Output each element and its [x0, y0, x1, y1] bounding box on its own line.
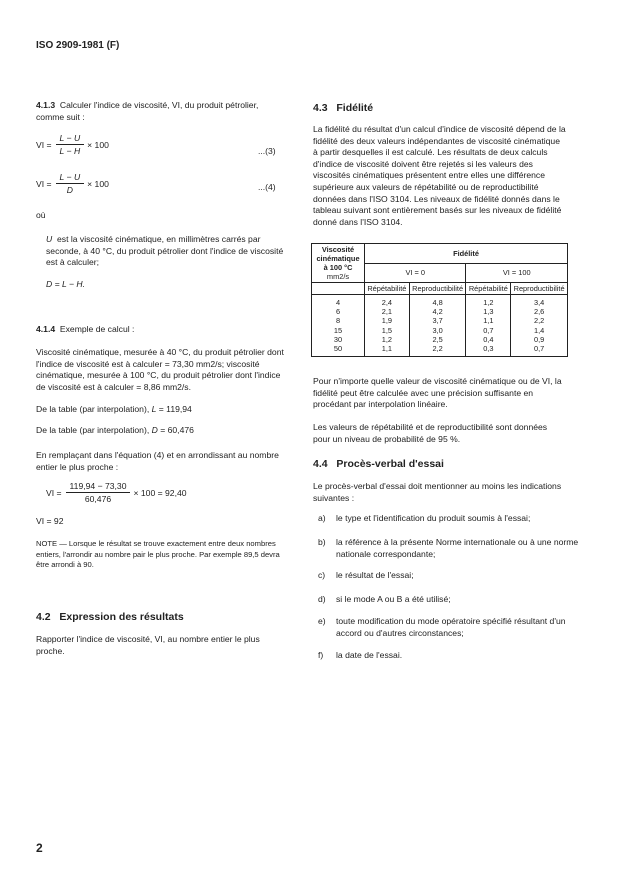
- list-item: [318, 537, 584, 560]
- section-title: Expression des résultats: [59, 611, 184, 623]
- denominator: D: [66, 185, 73, 195]
- section-number: 4.3: [313, 102, 328, 114]
- table-cell: 15: [333, 325, 343, 335]
- example-paragraph: Viscosité cinématique, mesurée à 40 °C, du produit pétrolier dont l'indice de viscosité est à calculer = 73,30 mm2/s; viscosité cinématique, mesurée à 100 °C, du produit pétrolier dont l'indice de viscosité est à calculer = 8,86 mm2/s.: [36, 347, 284, 392]
- list-text: la référence à la présente Norme internationale ou à une norme nationale correspondante;: [336, 537, 579, 559]
- viscosity-header-label: Viscosité cinématique à 100 °C: [316, 245, 360, 272]
- fraction: [56, 133, 85, 156]
- section-4-2-paragraph: Rapporter l'indice de viscosité, VI, au nombre entier le plus proche.: [36, 634, 260, 656]
- table-cell: 2,1: [381, 307, 392, 317]
- table-d-value: [36, 425, 194, 437]
- symbol-d: D: [46, 279, 53, 289]
- table-cell: 6: [335, 307, 341, 317]
- vi-result: VI = 92: [36, 516, 64, 526]
- viscosity-column: [312, 295, 365, 357]
- equation-4: [36, 172, 109, 195]
- section-4-3-heading: [313, 102, 373, 114]
- clause-4-1-4: [36, 324, 134, 336]
- table-cell: 3,4: [533, 298, 545, 307]
- clause-text: Calculer l'indice de viscosité, VI, du produit pétrolier, comme suit :: [36, 100, 259, 122]
- equation-number: ...(3): [258, 146, 276, 156]
- section-title: Procès-verbal d'essai: [336, 458, 444, 470]
- list-text: la date de l'essai.: [336, 650, 403, 660]
- table-cell: 0,7: [483, 325, 494, 335]
- list-text: toute modification du mode opératoire spécifié résultant d'un accord ou d'autres circonstances;: [336, 616, 566, 638]
- list-text: le type et l'identification du produit soumis à l'essai;: [336, 513, 531, 523]
- numerator: L − U: [56, 133, 85, 145]
- repro-vi0-column: [409, 295, 466, 357]
- repro-vi100-column: [511, 295, 568, 357]
- list-text: le résultat de l'essai;: [336, 570, 414, 580]
- list-item: [318, 513, 566, 525]
- fidelity-header: Fidélité: [365, 244, 568, 264]
- rep-vi100-column: [466, 295, 511, 357]
- ou-label: où: [36, 210, 46, 220]
- table-cell: 0,4: [483, 334, 494, 344]
- table-cell: 30: [333, 334, 343, 344]
- table-cell: 2,2: [533, 316, 545, 326]
- section-number: 4.2: [36, 611, 51, 623]
- l-value: = 119,94: [158, 404, 192, 414]
- table-cell: 1,3: [483, 307, 494, 317]
- table-cell: 2,5: [432, 334, 443, 344]
- equation-example: [46, 481, 187, 504]
- probability-paragraph: Les valeurs de répétabilité et de reproductibilité sont données pour un niveau de probabilité de 95 %.: [313, 422, 548, 444]
- table-cell: 1,5: [381, 325, 392, 335]
- clause-number: 4.1.3: [36, 100, 56, 110]
- list-item: [318, 570, 566, 582]
- table-cell: 50: [333, 344, 343, 354]
- symbol-d: D: [151, 425, 158, 435]
- table-cell: 2,6: [533, 307, 545, 317]
- interpolation-paragraph: Pour n'importe quelle valeur de viscosité cinématique ou de VI, la fidélité peut être calculée avec une précision suffisante en procédant par interpolation linéaire.: [313, 376, 562, 410]
- symbol-l: L: [151, 404, 157, 414]
- table-cell: 4,8: [432, 298, 443, 307]
- d-value: = 60,476: [160, 425, 194, 435]
- denominator: L − H: [59, 146, 81, 156]
- vi0-header: VI = 0: [365, 263, 466, 283]
- d-definition-text: = L − H.: [54, 279, 86, 289]
- table-cell: 0,3: [483, 344, 494, 354]
- table-l-text: De la table (par interpolation),: [36, 404, 150, 414]
- table-cell: 3,0: [432, 325, 443, 335]
- numerator: L − U: [56, 172, 85, 184]
- table-cell: 2,2: [432, 344, 443, 354]
- d-definition: [46, 279, 85, 291]
- u-definition-text: est la viscosité cinématique, en millimètres carrés par seconde, à 40 °C, du produit pétrolier dont l'indice de viscosité est à calculer;: [46, 234, 284, 268]
- note: NOTE — Lorsque le résultat se trouve exactement entre deux nombres entiers, l'arrondir au nombre pair le plus proche. Par exemple 89,5 devra être arrondi à 90.: [36, 539, 280, 570]
- table-cell: 1,2: [381, 334, 392, 344]
- list-label: a): [318, 513, 326, 523]
- repro-header: Reproductibilité: [409, 283, 466, 295]
- table-cell: 8: [335, 316, 341, 326]
- table-cell: 1,1: [381, 344, 392, 354]
- blank-cell: [312, 283, 365, 295]
- substitution-paragraph: En remplaçant dans l'équation (4) et en arrondissant au nombre entier le plus proche :: [36, 450, 279, 472]
- equation-rhs: × 100 = 92,40: [133, 487, 187, 498]
- denominator: 60,476: [84, 494, 112, 504]
- table-cell: 1,2: [483, 298, 494, 307]
- list-text: si le mode A ou B a été utilisé;: [336, 594, 451, 604]
- report-intro: Le procès-verbal d'essai doit mentionner au moins les indications suivantes :: [313, 481, 562, 503]
- table-d-text: De la table (par interpolation),: [36, 425, 150, 435]
- page-number: 2: [36, 841, 43, 855]
- equation-lhs: VI =: [46, 487, 62, 498]
- table-cell: 1,9: [381, 316, 392, 326]
- table-cell: 1,4: [533, 325, 545, 335]
- clause-4-1-3: [36, 100, 288, 123]
- list-item: [318, 616, 584, 639]
- table-cell: 1,1: [483, 316, 494, 326]
- rep-header: Répétabilité: [365, 283, 410, 295]
- section-4-2-heading: [36, 611, 184, 623]
- list-label: c): [318, 570, 326, 580]
- repro-header: Reproductibilité: [511, 283, 568, 295]
- document-header: ISO 2909-1981 (F): [36, 40, 120, 51]
- list-item: [318, 594, 566, 606]
- table-cell: 2,4: [381, 298, 392, 307]
- table-cell: 0,7: [533, 344, 545, 354]
- table-cell: 3,7: [432, 316, 443, 326]
- clause-number: 4.1.4: [36, 324, 56, 334]
- equation-rhs: × 100: [87, 139, 109, 150]
- list-label: e): [318, 616, 326, 626]
- table-cell: 0,9: [533, 334, 545, 344]
- clause-text: Exemple de calcul :: [59, 324, 135, 334]
- u-definition: [46, 234, 288, 269]
- unit-label: mm2/s: [326, 272, 350, 281]
- section-4-4-heading: [313, 458, 444, 470]
- fidelity-table: [311, 243, 568, 357]
- table-cell: 4: [335, 298, 341, 307]
- fraction: [66, 481, 131, 504]
- section-number: 4.4: [313, 458, 328, 470]
- section-4-3-paragraph: La fidélité du résultat d'un calcul d'indice de viscosité dépend de la fidélité des deux valeurs indépendantes de viscosité cinématique à partir desquelles il est calculé. Les résultats de deux calculs d'indice de viscosité doivent être rejetés si les valeurs des viscosités cinématiques présentent entre elles une différence supérieure aux valeurs de répétabilité ou de reproductibilité données dans l'ISO 3104. Les niveaux de fidélité donnés dans le tableau suivant sont entièrement basés sur les niveaux de fidélité donné dans l'ISO 3104.: [313, 124, 566, 227]
- symbol-u: U: [46, 234, 53, 244]
- equation-lhs: VI =: [36, 178, 52, 189]
- vi100-header: VI = 100: [466, 263, 568, 283]
- table-cell: 4,2: [432, 307, 443, 317]
- equation-number: ...(4): [258, 182, 276, 192]
- section-title: Fidélité: [336, 102, 374, 114]
- fraction: [56, 172, 85, 195]
- rep-header: Répétabilité: [466, 283, 511, 295]
- list-label: b): [318, 537, 326, 547]
- list-label: f): [318, 650, 324, 660]
- equation-3: [36, 133, 109, 156]
- list-item: [318, 650, 566, 662]
- equation-lhs: VI =: [36, 139, 52, 150]
- equation-rhs: × 100: [87, 178, 109, 189]
- rep-vi0-column: [365, 295, 410, 357]
- list-label: d): [318, 594, 326, 604]
- table-l-value: [36, 404, 192, 416]
- viscosity-column-header: [312, 244, 365, 283]
- numerator: 119,94 − 73,30: [66, 481, 131, 493]
